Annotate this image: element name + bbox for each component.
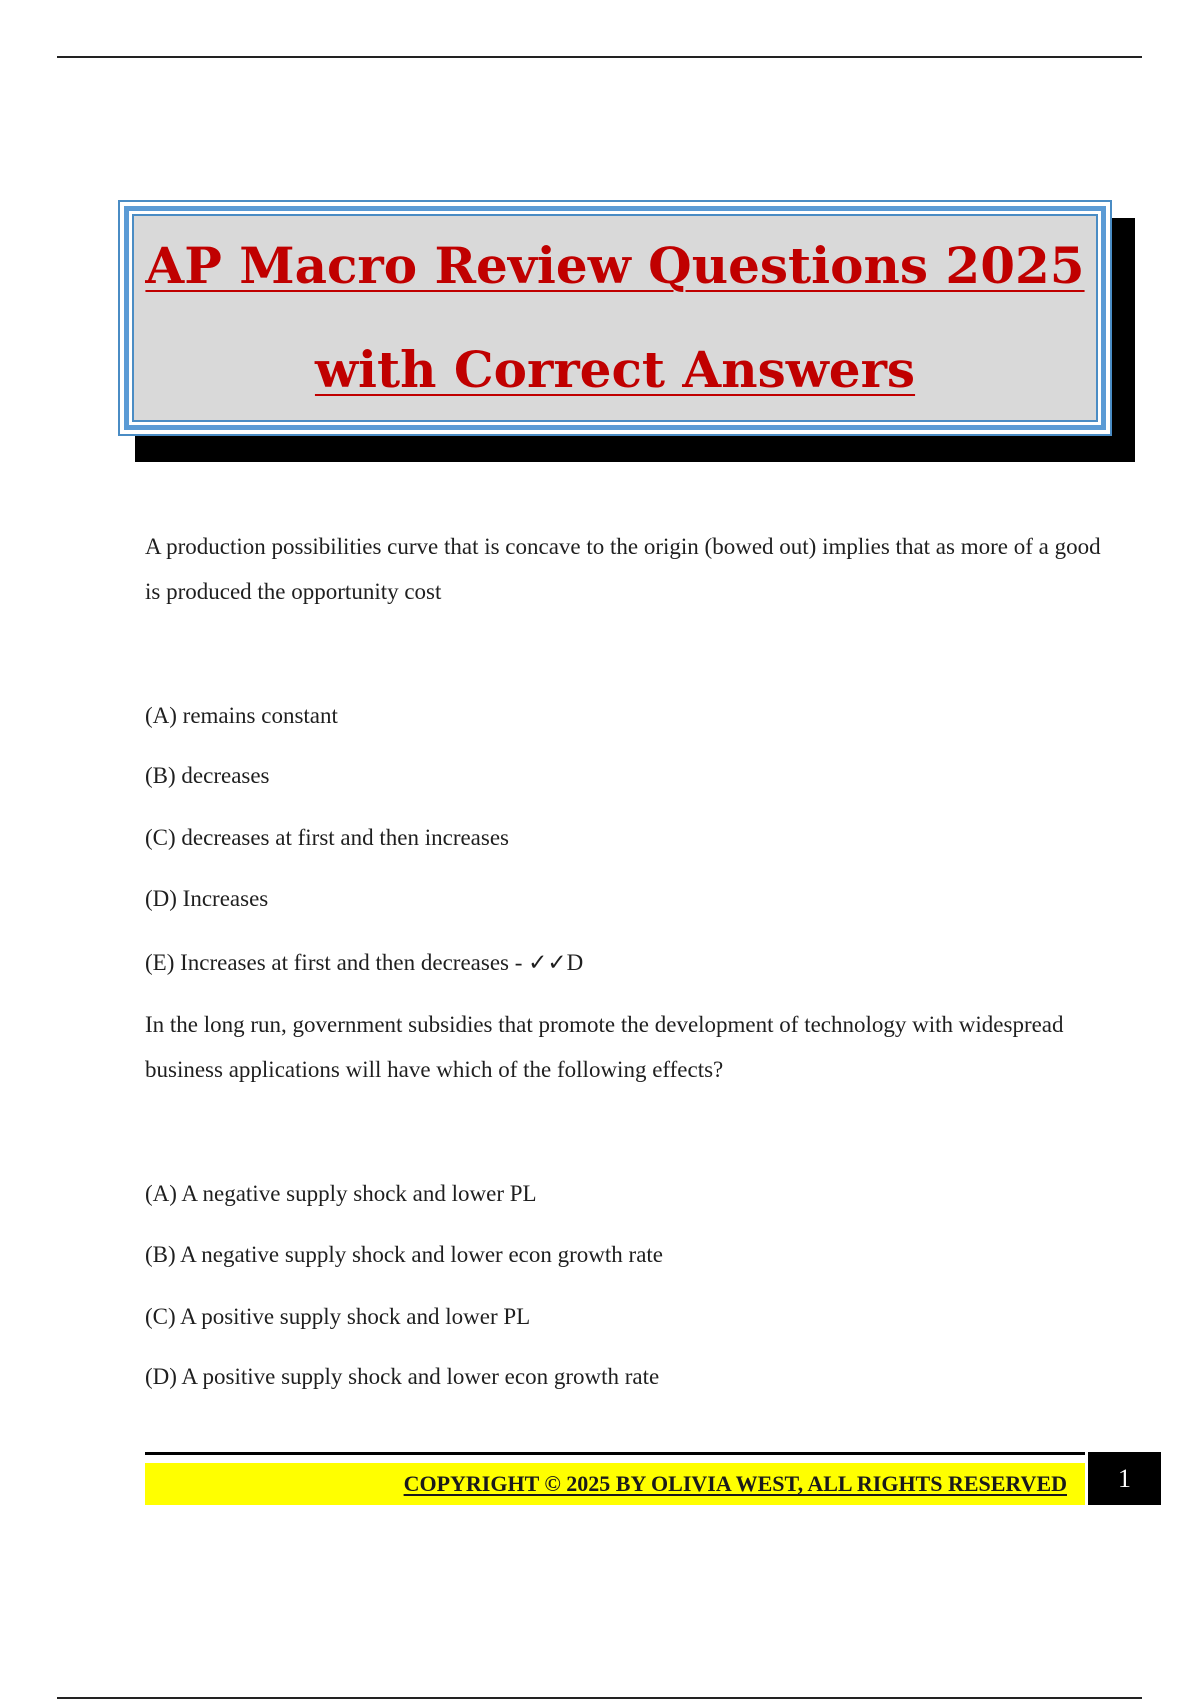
question-1-option-b: (B) decreases xyxy=(145,763,270,788)
document-title-line-2: with Correct Answers xyxy=(314,340,916,399)
question-1-text: A production possibilities curve that is concave to the origin (bowed out) implies that as more of a good is produced the opportunity cost xyxy=(145,534,1101,604)
header-rule xyxy=(57,56,1142,58)
copyright-notice: COPYRIGHT © 2025 BY OLIVIA WEST, ALL RIGHTS RESERVED xyxy=(403,1471,1067,1496)
document-title-line-1: AP Macro Review Questions 2025 xyxy=(145,236,1085,295)
question-2-option-a: (A) A negative supply shock and lower PL xyxy=(145,1181,537,1206)
question-2-option-b: (B) A negative supply shock and lower econ growth rate xyxy=(145,1242,664,1267)
page-number-box xyxy=(1088,1452,1161,1505)
footer-band xyxy=(145,1463,1085,1505)
question-1-option-a: (A) remains constant xyxy=(145,703,338,728)
question-1-option-c: (C) decreases at first and then increases xyxy=(145,825,510,850)
title-box-fill xyxy=(132,214,1098,422)
footer-rule xyxy=(145,1452,1085,1455)
question-2-text: In the long run, government subsidies that promote the development of technology with widespread business applications will have which of the following effects? xyxy=(145,1012,1064,1082)
question-1-option-d: (D) Increases xyxy=(145,886,269,911)
question-1-option-e: (E) Increases at first and then decreases - ✓✓D xyxy=(145,950,584,975)
title-box-frame xyxy=(124,206,1106,430)
title-box xyxy=(118,200,1112,436)
bottom-rule xyxy=(57,1697,1142,1699)
page-number: 1 xyxy=(1118,1463,1131,1493)
question-2-option-c: (C) A positive supply shock and lower PL xyxy=(145,1304,531,1329)
question-2-option-d: (D) A positive supply shock and lower econ growth rate xyxy=(145,1364,660,1389)
